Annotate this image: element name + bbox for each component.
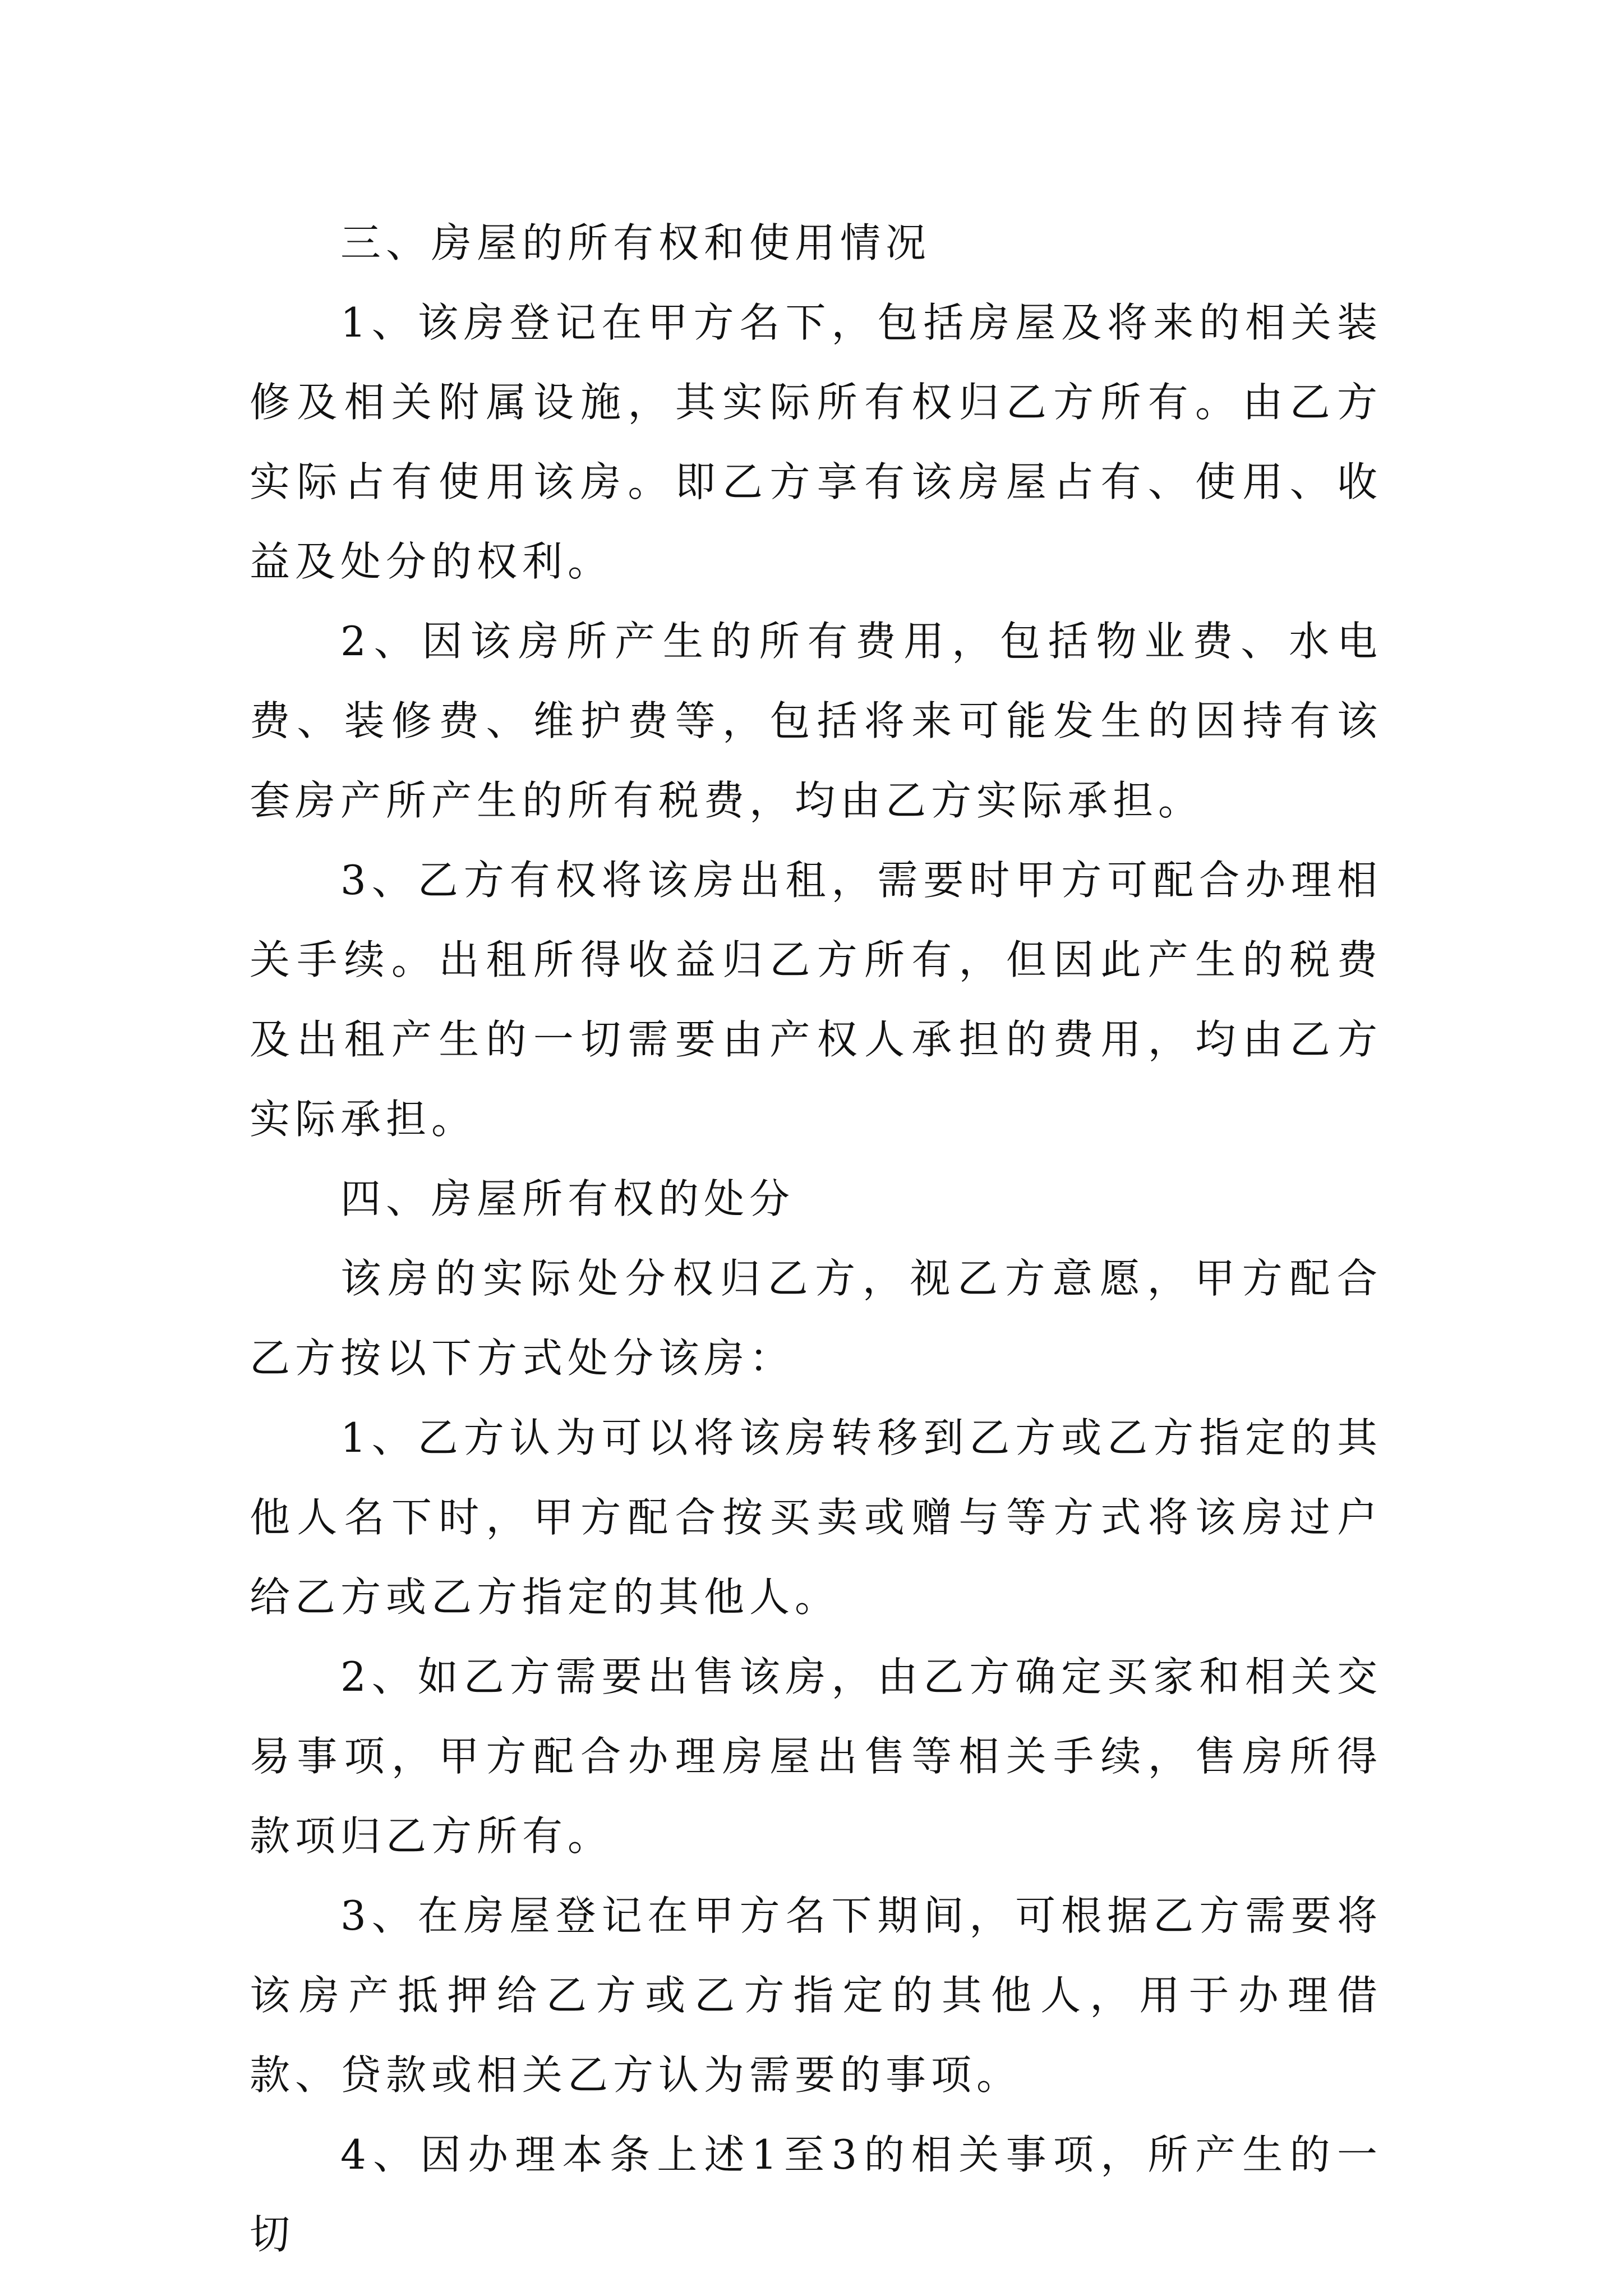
clause-4-1-transfer: 1、乙方认为可以将该房转移到乙方或乙方指定的其他人名下时，甲方配合按买卖或赠与等方式将该房过户给乙方或乙方指定的其他人。 xyxy=(250,1414,1382,1621)
clause-3-2-fees-and-taxes: 2、因该房所产生的所有费用，包括物业费、水电费、装修费、维护费等，包括将来可能发生的因持有该套房产所产生的所有税费，均由乙方实际承担。 xyxy=(250,618,1382,824)
clause-4-2-sale: 2、如乙方需要出售该房，由乙方确定买家和相关交易事项，甲方配合办理房屋出售等相关手续，售房所得款项归乙方所有。 xyxy=(250,1653,1382,1860)
clause-4-3-mortgage: 3、在房屋登记在甲方名下期间，可根据乙方需要将该房产抵押给乙方或乙方指定的其他人，用于办理借款、贷款或相关乙方认为需要的事项。 xyxy=(250,1892,1382,2099)
clause-3-1-registration-and-ownership: 1、该房登记在甲方名下，包括房屋及将来的相关装修及相关附属设施，其实际所有权归乙方所有。由乙方实际占有使用该房。即乙方享有该房屋占有、使用、收益及处分的权利。 xyxy=(250,299,1382,585)
clause-4-4-related-costs: 4、因办理本条上述1至3的相关事项，所产生的一切 xyxy=(250,2131,1382,2258)
section-heading-ownership-and-use: 三、房屋的所有权和使用情况 xyxy=(340,219,932,266)
section-heading-disposal: 四、房屋所有权的处分 xyxy=(340,1175,795,1222)
clause-3-3-leasing-rights: 3、乙方有权将该房出租，需要时甲方可配合办理相关手续。出租所得收益归乙方所有，但因此产生的税费及出租产生的一切需要由产权人承担的费用，均由乙方实际承担。 xyxy=(250,857,1382,1143)
disposal-intro-paragraph: 该房的实际处分权归乙方，视乙方意愿，甲方配合乙方按以下方式处分该房： xyxy=(250,1255,1382,1382)
document-body xyxy=(250,203,1382,2274)
